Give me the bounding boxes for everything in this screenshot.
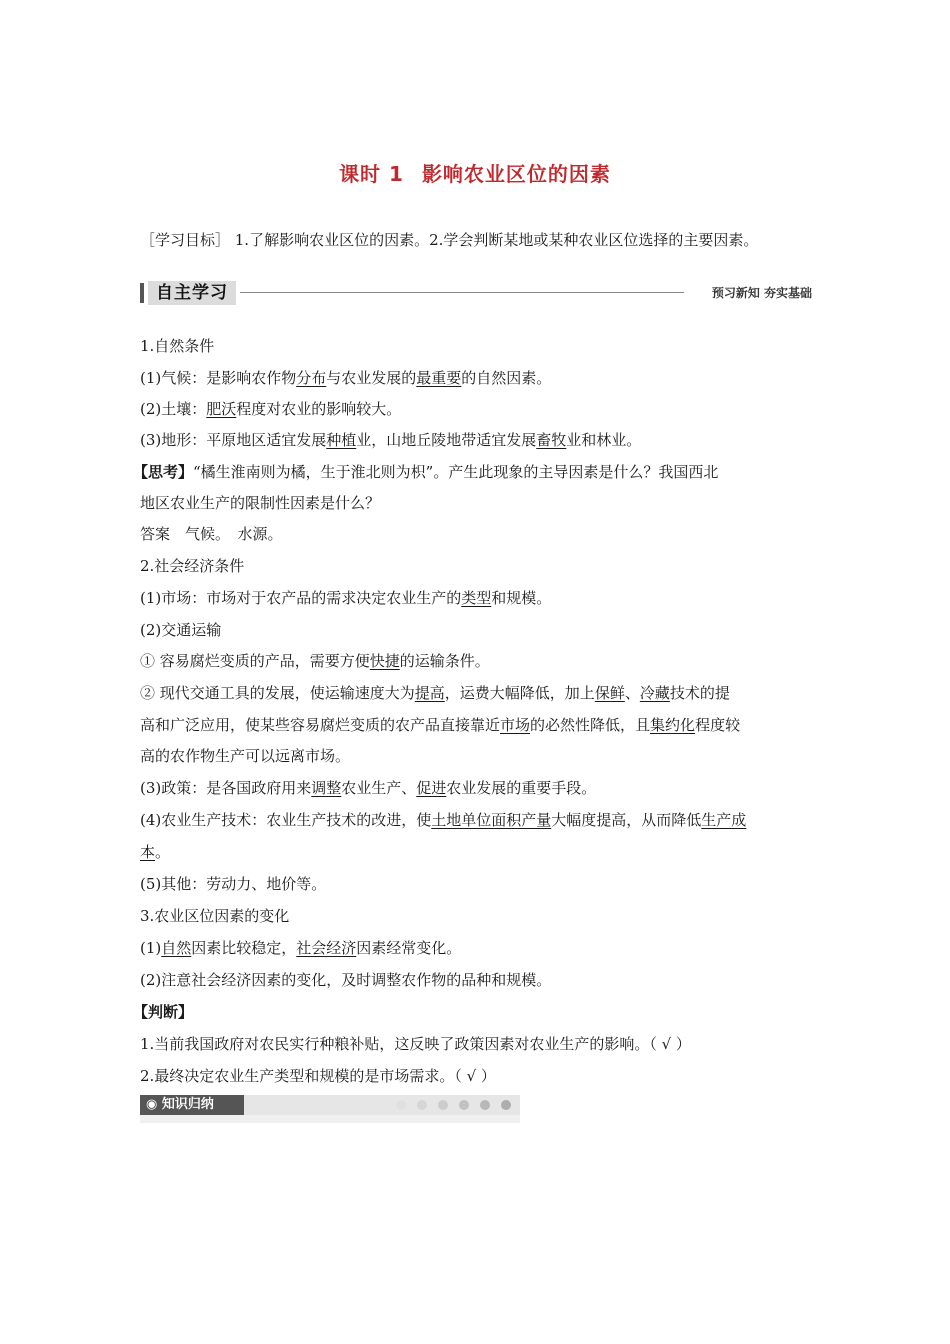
blank-answer: 市场: [500, 716, 531, 734]
s2-tech-b: 本。: [140, 843, 171, 861]
page-title: [0, 158, 950, 187]
lesson-number: 课时 1: [339, 162, 404, 186]
s1-soil: (2)土壤：肥沃程度对农业的影响较大。: [140, 400, 402, 418]
blank-answer: 提高: [414, 684, 445, 702]
blank-answer: 冷藏: [639, 684, 670, 702]
blank-answer: 社会经济: [296, 939, 357, 957]
judge-q2: 2.最终决定农业生产类型和规模的是市场需求。（ √ ）: [140, 1067, 496, 1085]
decorative-dot: [459, 1100, 469, 1110]
decorative-dot: [501, 1100, 511, 1110]
think-question: 【思考】“橘生淮南则为橘，生于淮北则为枳”。产生此现象的主导因素是什么？我国西北: [133, 463, 719, 481]
blank-answer: 最重要: [416, 369, 462, 387]
knowledge-summary-bar: [140, 1095, 520, 1125]
blank-answer: 畜牧: [536, 431, 567, 449]
lesson-topic: 影响农业区位的因素: [421, 162, 611, 186]
judge-tag: 【判断】: [133, 1003, 194, 1021]
s1-heading: 1.自然条件: [140, 337, 215, 355]
banner-rule: [240, 292, 684, 293]
blank-answer: 土地单位面积产量: [431, 811, 552, 829]
think-question-cont: 地区农业生产的限制性因素是什么？: [140, 494, 381, 512]
blank-answer: 生产成: [701, 811, 747, 829]
blank-answer: 保鲜: [594, 684, 625, 702]
s1-climate: (1)气候：是影响农作物分布与农业发展的最重要的自然因素。: [140, 369, 552, 387]
blank-answer: 促进: [416, 779, 447, 797]
blank-answer: 肥沃: [206, 400, 237, 418]
s2-heading: 2.社会经济条件: [140, 557, 245, 575]
decorative-dot: [480, 1100, 490, 1110]
s1-terrain: (3)地形：平原地区适宜发展种植业，山地丘陵地带适宜发展畜牧业和林业。: [140, 431, 642, 449]
learning-objectives: ［学习目标］ 1.了解影响农业区位的因素。2.学会判断某地或某种农业区位选择的主要因素。: [140, 231, 759, 249]
knowledge-summary-label: ◉ 知识归纳: [140, 1095, 244, 1115]
decorative-dot: [438, 1100, 448, 1110]
s3-heading: 3.农业区位因素的变化: [140, 907, 290, 925]
s3-line-2: (2)注意社会经济因素的变化，及时调整农作物的品种和规模。: [140, 971, 552, 989]
judge-q1: 1.当前我国政府对农民实行种粮补贴，这反映了政策因素对农业生产的影响。（ √ ）: [140, 1035, 691, 1053]
s2-tech-a: (4)农业生产技术：农业生产技术的改进，使土地单位面积产量大幅度提高，从而降低生产成: [140, 811, 747, 829]
s2-policy: (3)政策：是各国政府用来调整农业生产、促进农业发展的重要手段。: [140, 779, 597, 797]
section-banner: [140, 281, 812, 305]
blank-answer: 调整: [311, 779, 342, 797]
blank-answer: 集约化: [650, 716, 696, 734]
blank-answer: 本: [140, 843, 156, 861]
banner-label: 自主学习: [148, 281, 236, 305]
s2-other: (5)其他：劳动力、地价等。: [140, 875, 327, 893]
s3-line-1: (1)自然因素比较稳定，社会经济因素经常变化。: [140, 939, 462, 957]
s2-transport-2a: ② 现代交通工具的发展，使运输速度大为提高，运费大幅降低，加上保鲜、冷藏技术的提: [140, 684, 730, 702]
blank-answer: 自然: [161, 939, 192, 957]
decorative-dot: [417, 1100, 427, 1110]
s2-transport-heading: (2)交通运输: [140, 621, 222, 639]
blank-answer: 种植: [326, 431, 357, 449]
s2-transport-2b: 高和广泛应用，使某些容易腐烂变质的农产品直接靠近市场的必然性降低，且集约化程度较: [140, 716, 741, 734]
banner-accent-bar: [140, 283, 144, 303]
s2-transport-2c: 高的农作物生产可以远离市场。: [140, 747, 351, 765]
decorative-dot: [396, 1100, 406, 1110]
blank-answer: 分布: [296, 369, 327, 387]
blank-answer: 快捷: [369, 652, 400, 670]
think-answer: 答案 气候。 水源。: [140, 525, 283, 543]
blank-answer: 类型: [461, 589, 492, 607]
s2-market: (1)市场：市场对于农产品的需求决定农业生产的类型和规模。: [140, 589, 552, 607]
banner-right-text: 预习新知 夯实基础: [711, 286, 812, 300]
s2-transport-1: ① 容易腐烂变质的产品，需要方便快捷的运输条件。: [140, 652, 490, 670]
think-tag: 【思考】: [133, 463, 194, 481]
